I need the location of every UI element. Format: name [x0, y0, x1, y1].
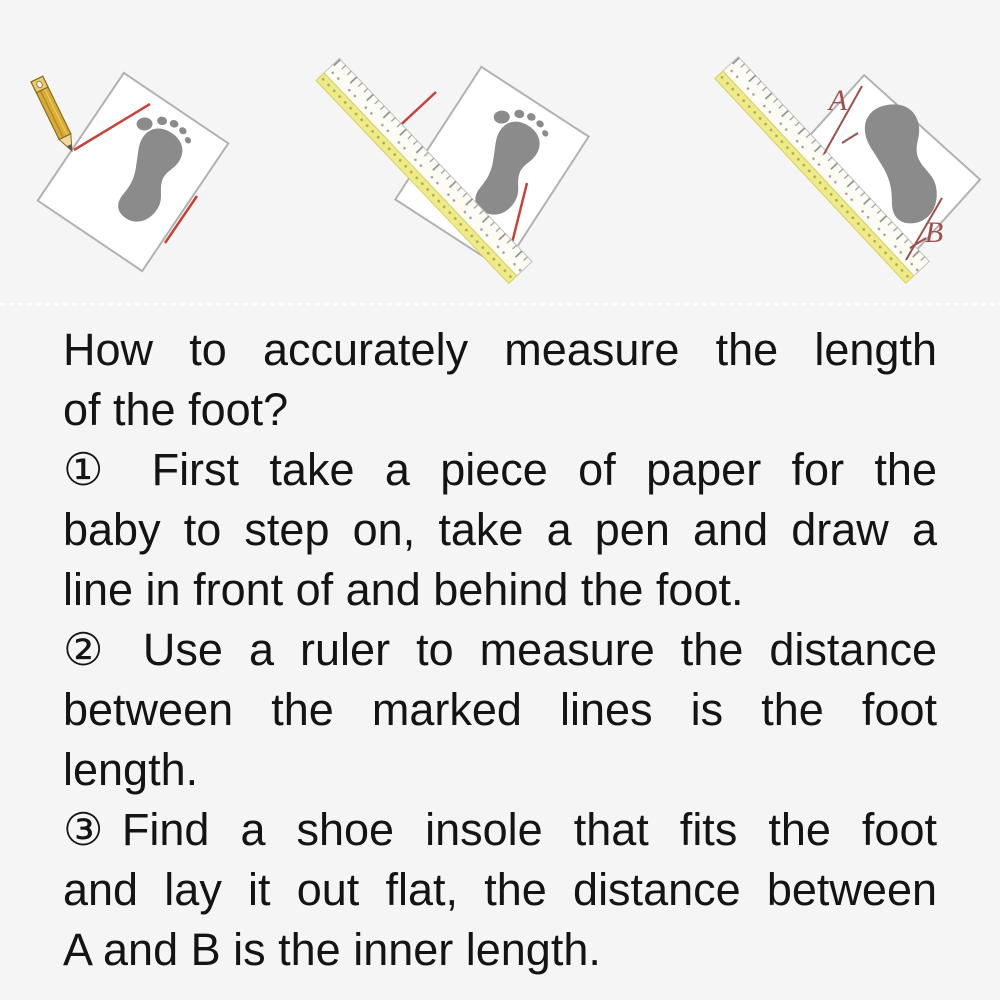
instructions-text: [0, 320, 1000, 980]
instruction-line-10: and lay it out flat, the distance between: [63, 864, 937, 915]
instruction-line-3: ① First take a piece of paper for the: [63, 444, 937, 495]
instruction-line-2: of the foot?: [63, 384, 289, 435]
label-a: A: [828, 84, 848, 117]
paper: [38, 73, 229, 271]
step3-illustration: [715, 57, 980, 284]
step2-illustration: [316, 58, 589, 283]
instruction-line-1: How to accurately measure the length: [63, 324, 937, 375]
instruction-line-4: baby to step on, take a pen and draw a: [63, 504, 937, 555]
instruction-line-8: length.: [63, 744, 199, 795]
instruction-line-5: line in front of and behind the foot.: [63, 564, 744, 615]
instruction-line-9: ③Find a shoe insole that fits the foot: [63, 804, 937, 855]
instruction-line-6: ② Use a ruler to measure the distance: [63, 624, 937, 675]
instruction-line-7: between the marked lines is the foot: [63, 684, 937, 735]
pencil-icon: [31, 76, 78, 154]
illustration-band: [0, 0, 1000, 308]
label-b: B: [924, 216, 944, 249]
step1-illustration: [31, 73, 228, 271]
dotted-separator: [0, 303, 1000, 306]
instruction-line-11: A and B is the inner length.: [63, 924, 601, 975]
